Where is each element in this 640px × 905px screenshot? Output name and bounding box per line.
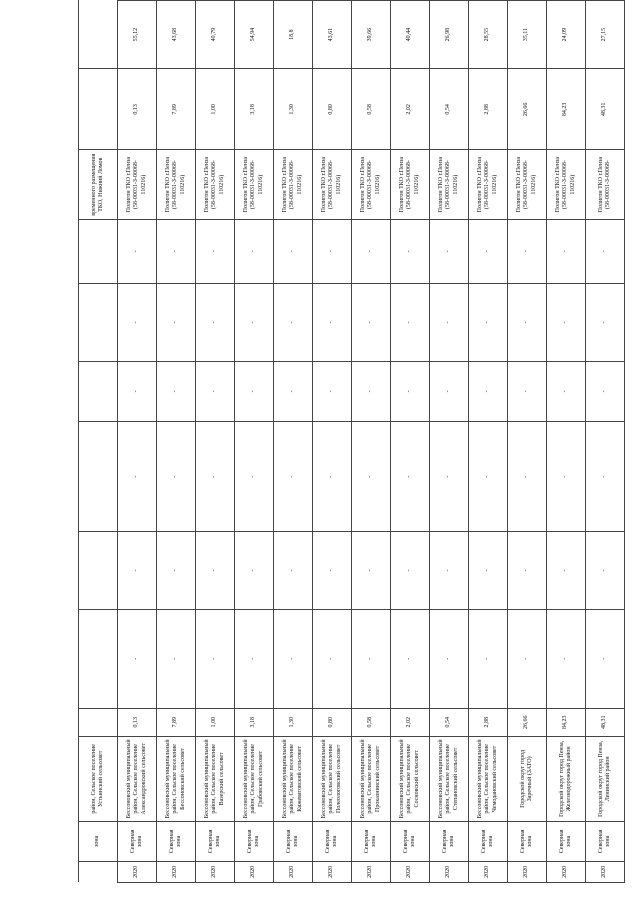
percent-cell: 28,55 bbox=[469, 1, 508, 69]
value-cell: 0,80 bbox=[313, 69, 352, 150]
empty-cell: - bbox=[547, 362, 586, 422]
destination-cell: Полигон ТКО г.Пенза (58-00031-З-00068-110216) bbox=[547, 150, 586, 219]
empty-cell: - bbox=[586, 421, 625, 532]
empty-cell: - bbox=[118, 362, 157, 422]
empty-cell: - bbox=[508, 362, 547, 422]
year-cell: 2020 bbox=[469, 861, 508, 882]
table-row bbox=[352, 1, 391, 883]
percent-cell: 54,94 bbox=[235, 1, 274, 69]
empty-cell: - bbox=[430, 532, 469, 609]
value-cell: 26,66 bbox=[508, 69, 547, 150]
empty-cell: - bbox=[430, 609, 469, 708]
empty-cell: - bbox=[508, 609, 547, 708]
percent-cell: 40,79 bbox=[196, 1, 235, 69]
empty-cell: - bbox=[313, 283, 352, 361]
header-cell bbox=[79, 362, 118, 422]
empty-cell: - bbox=[274, 283, 313, 361]
empty-cell: - bbox=[508, 421, 547, 532]
municipality-cell: Бессоновский муниципальный район, Сельское поселение Бессоновский сельсовет bbox=[157, 736, 196, 822]
empty-cell: - bbox=[391, 609, 430, 708]
table-row bbox=[430, 1, 469, 883]
municipality-cell: Городской округ город Пенза, Ленинский район bbox=[586, 736, 625, 822]
destination-cell: Полигон ТКО г.Пенза (58-00031-З-00068-110216) bbox=[352, 150, 391, 219]
volume-cell: 0,13 bbox=[118, 708, 157, 736]
table-row bbox=[469, 1, 508, 883]
municipality-cell: Бессоновский муниципальный район, Сельское поселение Вазерский сельсовет bbox=[196, 736, 235, 822]
table-row bbox=[586, 1, 625, 883]
empty-cell: - bbox=[235, 362, 274, 422]
percent-cell: 26,98 bbox=[430, 1, 469, 69]
empty-cell: - bbox=[391, 283, 430, 361]
municipality-cell: Бессоновский муниципальный район, Сельское поселение Чемодановский сельсовет bbox=[469, 736, 508, 822]
empty-cell: - bbox=[313, 219, 352, 283]
empty-cell: - bbox=[547, 421, 586, 532]
empty-cell: - bbox=[235, 421, 274, 532]
empty-cell: - bbox=[391, 421, 430, 532]
table-row bbox=[196, 1, 235, 883]
zone-cell: Северная зона bbox=[157, 822, 196, 862]
header-cell bbox=[79, 421, 118, 532]
empty-cell: - bbox=[196, 532, 235, 609]
destination-cell: Полигон ТКО г.Пенза (58-00031-З-00068-110216) bbox=[469, 150, 508, 219]
percent-cell: 40,44 bbox=[391, 1, 430, 69]
empty-cell: - bbox=[586, 283, 625, 361]
municipality-cell: Бессоновский муниципальный район, Сельское поселение Сосновский сельсовет bbox=[391, 736, 430, 822]
year-cell: 2020 bbox=[196, 861, 235, 882]
destination-cell: Полигон ТКО г.Пенза (58-00031-З-00068-110216) bbox=[391, 150, 430, 219]
table-body bbox=[79, 1, 625, 883]
empty-cell: - bbox=[274, 219, 313, 283]
header-cell bbox=[79, 69, 118, 150]
empty-cell: - bbox=[274, 609, 313, 708]
header-cell bbox=[79, 1, 118, 69]
percent-cell: 24,09 bbox=[547, 1, 586, 69]
empty-cell: - bbox=[313, 532, 352, 609]
table-row bbox=[274, 1, 313, 883]
header-year-cell bbox=[79, 861, 118, 882]
zone-cell: Северная зона bbox=[118, 822, 157, 862]
volume-cell: 0,58 bbox=[352, 708, 391, 736]
empty-cell: - bbox=[547, 219, 586, 283]
empty-cell: - bbox=[352, 219, 391, 283]
empty-cell: - bbox=[352, 609, 391, 708]
empty-cell: - bbox=[274, 421, 313, 532]
value-cell: 3,18 bbox=[235, 69, 274, 150]
table-header-row bbox=[79, 1, 118, 883]
empty-cell: - bbox=[157, 362, 196, 422]
header-cell bbox=[79, 283, 118, 361]
header-destination-cell: временного размещения ТКО, Нижний Ломов bbox=[79, 150, 118, 219]
table-row bbox=[313, 1, 352, 883]
empty-cell: - bbox=[469, 609, 508, 708]
zone-cell: Северная зона bbox=[391, 822, 430, 862]
destination-cell: Полигон ТКО г.Пенза (58-00031-З-00068-110216) bbox=[508, 150, 547, 219]
empty-cell: - bbox=[118, 421, 157, 532]
destination-cell: Полигон ТКО г.Пенза (58-00031-З-00068-110216) bbox=[274, 150, 313, 219]
destination-cell: Полигон ТКО г.Пенза (58-00031-З-00068- bbox=[586, 150, 625, 219]
empty-cell: - bbox=[313, 609, 352, 708]
empty-cell: - bbox=[196, 421, 235, 532]
empty-cell: - bbox=[157, 532, 196, 609]
destination-cell: Полигон ТКО г.Пенза (58-00031-З-00068-110216) bbox=[313, 150, 352, 219]
volume-cell: 26,66 bbox=[508, 708, 547, 736]
waste-flow-table bbox=[78, 0, 625, 883]
destination-cell: Полигон ТКО г.Пенза (58-00031-З-00068-110216) bbox=[430, 150, 469, 219]
volume-cell: 0,80 bbox=[313, 708, 352, 736]
zone-cell: Северная зона bbox=[508, 822, 547, 862]
zone-cell: Северная зона bbox=[274, 822, 313, 862]
empty-cell: - bbox=[352, 421, 391, 532]
percent-cell: 27,15 bbox=[586, 1, 625, 69]
empty-cell: - bbox=[391, 219, 430, 283]
year-cell: 2020 bbox=[508, 861, 547, 882]
year-cell: 2020 bbox=[391, 861, 430, 882]
year-cell: 2020 bbox=[274, 861, 313, 882]
header-cell bbox=[79, 609, 118, 708]
empty-cell: - bbox=[235, 283, 274, 361]
zone-cell: Северная зона bbox=[586, 822, 625, 862]
year-cell: 2020 bbox=[313, 861, 352, 882]
value-cell: 0,54 bbox=[430, 69, 469, 150]
municipality-cell: Городской округ город Заречный (ЗАТО) bbox=[508, 736, 547, 822]
empty-cell: - bbox=[430, 219, 469, 283]
volume-cell: 2,02 bbox=[391, 708, 430, 736]
empty-cell: - bbox=[469, 532, 508, 609]
table-row bbox=[235, 1, 274, 883]
empty-cell: - bbox=[586, 609, 625, 708]
table-row bbox=[118, 1, 157, 883]
volume-cell: 48,31 bbox=[586, 708, 625, 736]
empty-cell: - bbox=[547, 532, 586, 609]
empty-cell: - bbox=[118, 283, 157, 361]
volume-cell: 2,88 bbox=[469, 708, 508, 736]
empty-cell: - bbox=[469, 283, 508, 361]
empty-cell: - bbox=[157, 421, 196, 532]
year-cell: 2020 bbox=[235, 861, 274, 882]
volume-cell: 1,30 bbox=[274, 708, 313, 736]
year-cell: 2020 bbox=[586, 861, 625, 882]
volume-cell: 3,18 bbox=[235, 708, 274, 736]
percent-cell: 55,12 bbox=[118, 1, 157, 69]
empty-cell: - bbox=[586, 219, 625, 283]
empty-cell: - bbox=[157, 219, 196, 283]
empty-cell: - bbox=[430, 362, 469, 422]
empty-cell: - bbox=[313, 362, 352, 422]
destination-cell: Полигон ТКО г.Пенза (58-00031-З-00068-110216) bbox=[118, 150, 157, 219]
value-cell: 48,31 bbox=[586, 69, 625, 150]
empty-cell: - bbox=[118, 532, 157, 609]
empty-cell: - bbox=[196, 362, 235, 422]
empty-cell: - bbox=[274, 532, 313, 609]
zone-cell: Северная зона bbox=[547, 822, 586, 862]
empty-cell: - bbox=[469, 421, 508, 532]
value-cell: 2,02 bbox=[391, 69, 430, 150]
value-cell: 84,23 bbox=[547, 69, 586, 150]
empty-cell: - bbox=[352, 362, 391, 422]
header-cell bbox=[79, 708, 118, 736]
empty-cell: - bbox=[196, 283, 235, 361]
empty-cell: - bbox=[274, 362, 313, 422]
empty-cell: - bbox=[118, 219, 157, 283]
volume-cell: 1,00 bbox=[196, 708, 235, 736]
table-row bbox=[391, 1, 430, 883]
destination-cell: Полигон ТКО г.Пенза (58-00031-З-00068-110216) bbox=[235, 150, 274, 219]
empty-cell: - bbox=[391, 362, 430, 422]
percent-cell: 35,11 bbox=[508, 1, 547, 69]
municipality-cell: Бессоновский муниципальный район, Сельское поселение Кижеватовский сельсовет bbox=[274, 736, 313, 822]
table-row bbox=[547, 1, 586, 883]
year-cell: 2020 bbox=[352, 861, 391, 882]
header-zone-cell: зона bbox=[79, 822, 118, 862]
municipality-cell: Городской округ город Пенза, Железнодорожный район bbox=[547, 736, 586, 822]
volume-cell: 0,54 bbox=[430, 708, 469, 736]
year-cell: 2020 bbox=[547, 861, 586, 882]
municipality-cell: Бессоновский муниципальный район, Сельское поселение Грабовский сельсовет bbox=[235, 736, 274, 822]
empty-cell: - bbox=[313, 421, 352, 532]
volume-cell: 84,23 bbox=[547, 708, 586, 736]
empty-cell: - bbox=[157, 283, 196, 361]
value-cell: 7,89 bbox=[157, 69, 196, 150]
empty-cell: - bbox=[547, 609, 586, 708]
destination-cell: Полигон ТКО г.Пенза (58-00031-З-00068-110216) bbox=[157, 150, 196, 219]
empty-cell: - bbox=[196, 219, 235, 283]
table-row bbox=[508, 1, 547, 883]
empty-cell: - bbox=[547, 283, 586, 361]
zone-cell: Северная зона bbox=[352, 822, 391, 862]
empty-cell: - bbox=[157, 609, 196, 708]
empty-cell: - bbox=[235, 532, 274, 609]
header-municipality-cell: район, Сельское поселение Устьинский сельсовет bbox=[79, 736, 118, 822]
percent-cell: 39,66 bbox=[352, 1, 391, 69]
empty-cell: - bbox=[508, 219, 547, 283]
header-cell bbox=[79, 532, 118, 609]
zone-cell: Северная зона bbox=[235, 822, 274, 862]
empty-cell: - bbox=[352, 532, 391, 609]
value-cell: 1,00 bbox=[196, 69, 235, 150]
empty-cell: - bbox=[118, 609, 157, 708]
volume-cell: 7,89 bbox=[157, 708, 196, 736]
percent-cell: 43,61 bbox=[313, 1, 352, 69]
value-cell: 1,30 bbox=[274, 69, 313, 150]
empty-cell: - bbox=[586, 362, 625, 422]
percent-cell: 43,68 bbox=[157, 1, 196, 69]
empty-cell: - bbox=[469, 219, 508, 283]
zone-cell: Северная зона bbox=[430, 822, 469, 862]
value-cell: 2,88 bbox=[469, 69, 508, 150]
table-row bbox=[157, 1, 196, 883]
municipality-cell: Бессоновский муниципальный район, Сельское поселение Степановский сельсовет bbox=[430, 736, 469, 822]
percent-cell: 18,8 bbox=[274, 1, 313, 69]
empty-cell: - bbox=[508, 532, 547, 609]
empty-cell: - bbox=[430, 421, 469, 532]
municipality-cell: Бессоновский муниципальный район, Сельское поселение Александровский сельсовет bbox=[118, 736, 157, 822]
year-cell: 2020 bbox=[430, 861, 469, 882]
year-cell: 2020 bbox=[157, 861, 196, 882]
empty-cell: - bbox=[508, 283, 547, 361]
header-cell bbox=[79, 219, 118, 283]
zone-cell: Северная зона bbox=[196, 822, 235, 862]
empty-cell: - bbox=[196, 609, 235, 708]
year-cell: 2020 bbox=[118, 861, 157, 882]
empty-cell: - bbox=[352, 283, 391, 361]
empty-cell: - bbox=[586, 532, 625, 609]
empty-cell: - bbox=[391, 532, 430, 609]
empty-cell: - bbox=[235, 219, 274, 283]
destination-cell: Полигон ТКО г.Пенза (58-00031-З-00068-110216) bbox=[196, 150, 235, 219]
value-cell: 0,13 bbox=[118, 69, 157, 150]
empty-cell: - bbox=[430, 283, 469, 361]
empty-cell: - bbox=[235, 609, 274, 708]
empty-cell: - bbox=[469, 362, 508, 422]
municipality-cell: Бессоновский муниципальный район, Сельское поселение Проказнинский сельсовет bbox=[352, 736, 391, 822]
zone-cell: Северная зона bbox=[313, 822, 352, 862]
municipality-cell: Бессоновский муниципальный район, Сельское поселение Полеологовский сельсовет bbox=[313, 736, 352, 822]
zone-cell: Северная зона bbox=[469, 822, 508, 862]
value-cell: 0,58 bbox=[352, 69, 391, 150]
